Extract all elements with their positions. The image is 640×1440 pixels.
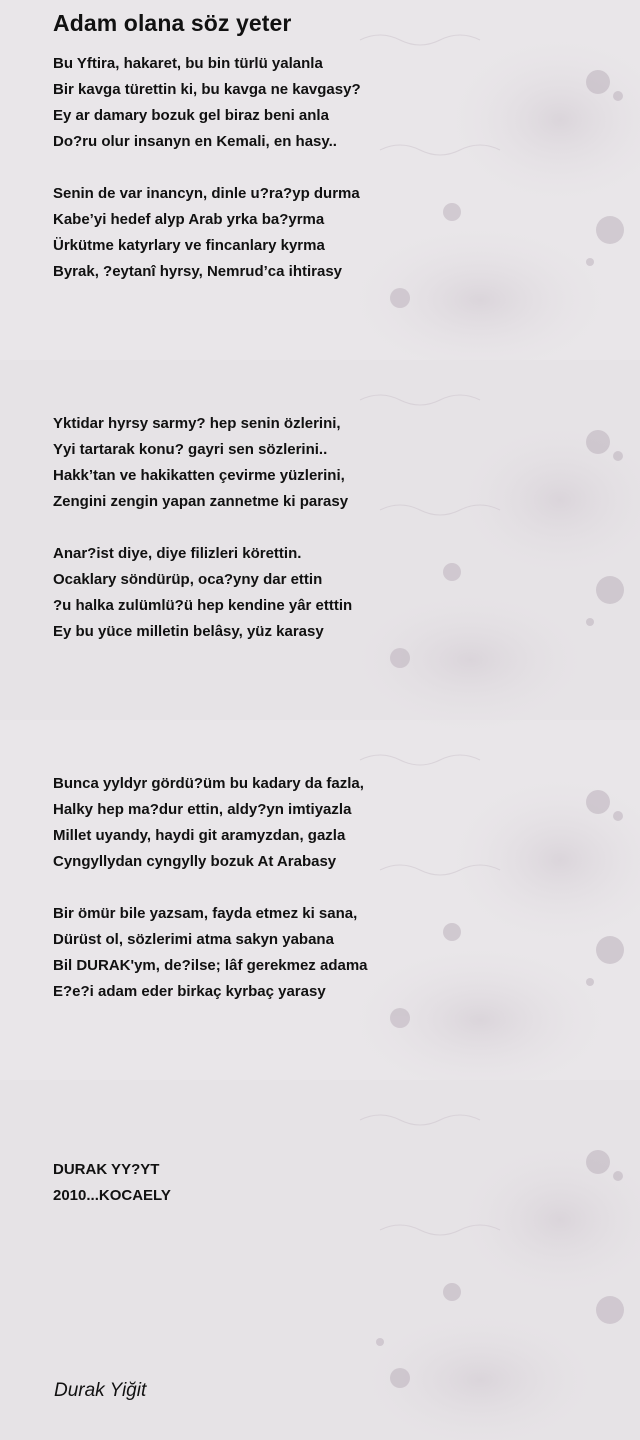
poem-line: ?u halka zulümlü?ü hep kendine yâr etttin	[53, 597, 353, 614]
poem-line: Ocaklary söndürüp, oca?yny dar ettin	[53, 571, 323, 588]
poem-line: Bunca yyldyr gördü?üm bu kadary da fazla,	[53, 775, 364, 792]
poem-line: Yyi tartarak konu? gayri sen sözlerini..	[53, 441, 328, 458]
poem-line: Ey bu yüce milletin belâsy, yüz karasy	[53, 623, 324, 640]
poem-line: Do?ru olur insanyn en Kemali, en hasy..	[53, 133, 337, 150]
stanza-4	[53, 541, 352, 645]
stanza-6	[53, 901, 368, 1005]
poem-line: Bil DURAK'ym, de?ilse; lâf gerekmez adama	[53, 957, 368, 974]
stanza-1	[53, 51, 361, 155]
poem-line: Byrak, ?eytanî hyrsy, Nemrud’ca ihtirasy	[53, 263, 343, 280]
poem-line: Zengini zengin yapan zannetme ki parasy	[53, 493, 349, 510]
poem-title: Adam olana söz yeter	[53, 10, 292, 36]
signature-name: DURAK YY?YT	[53, 1161, 160, 1178]
poem-line: Bir kavga türettin ki, bu kavga ne kavgasy?	[53, 81, 361, 98]
poem-line: Dürüst ol, sözlerimi atma sakyn yabana	[53, 931, 334, 948]
poem-line: Millet uyandy, haydi git aramyzdan, gazla	[53, 827, 346, 844]
poem-line: Yktidar hyrsy sarmy? hep senin özlerini,	[53, 415, 341, 432]
poem-line: Hakk’tan ve hakikatten çevirme yüzlerini,	[53, 467, 345, 484]
poem-line: Halky hep ma?dur ettin, aldy?yn imtiyazla	[53, 801, 352, 818]
poem-line: Bu Yftira, hakaret, bu bin türlü yalanla	[53, 55, 323, 72]
poem-line: Ürkütme katyrlary ve fincanlary kyrma	[53, 237, 325, 254]
poem-line: Anar?ist diye, diye filizleri körettin.	[53, 545, 302, 562]
poem-line: E?e?i adam eder birkaç kyrbaç yarasy	[53, 983, 326, 1000]
poem-line: Ey ar damary bozuk gel biraz beni anla	[53, 107, 329, 124]
poem-line: Kabe’yi hedef alyp Arab yrka ba?yrma	[53, 211, 325, 228]
poem-line: Bir ömür bile yazsam, fayda etmez ki sana,	[53, 905, 358, 922]
stanza-3	[53, 411, 348, 515]
author-name: Durak Yiğit	[54, 1380, 147, 1401]
stanza-5	[53, 771, 364, 875]
stanza-2	[53, 181, 360, 285]
signature-place-date: 2010...KOCAELY	[53, 1187, 171, 1204]
poem-signature	[53, 1157, 171, 1209]
poem-line: Senin de var inancyn, dinle u?ra?yp durma	[53, 185, 360, 202]
poem-line: Cyngyllydan cyngylly bozuk At Arabasy	[53, 853, 337, 870]
